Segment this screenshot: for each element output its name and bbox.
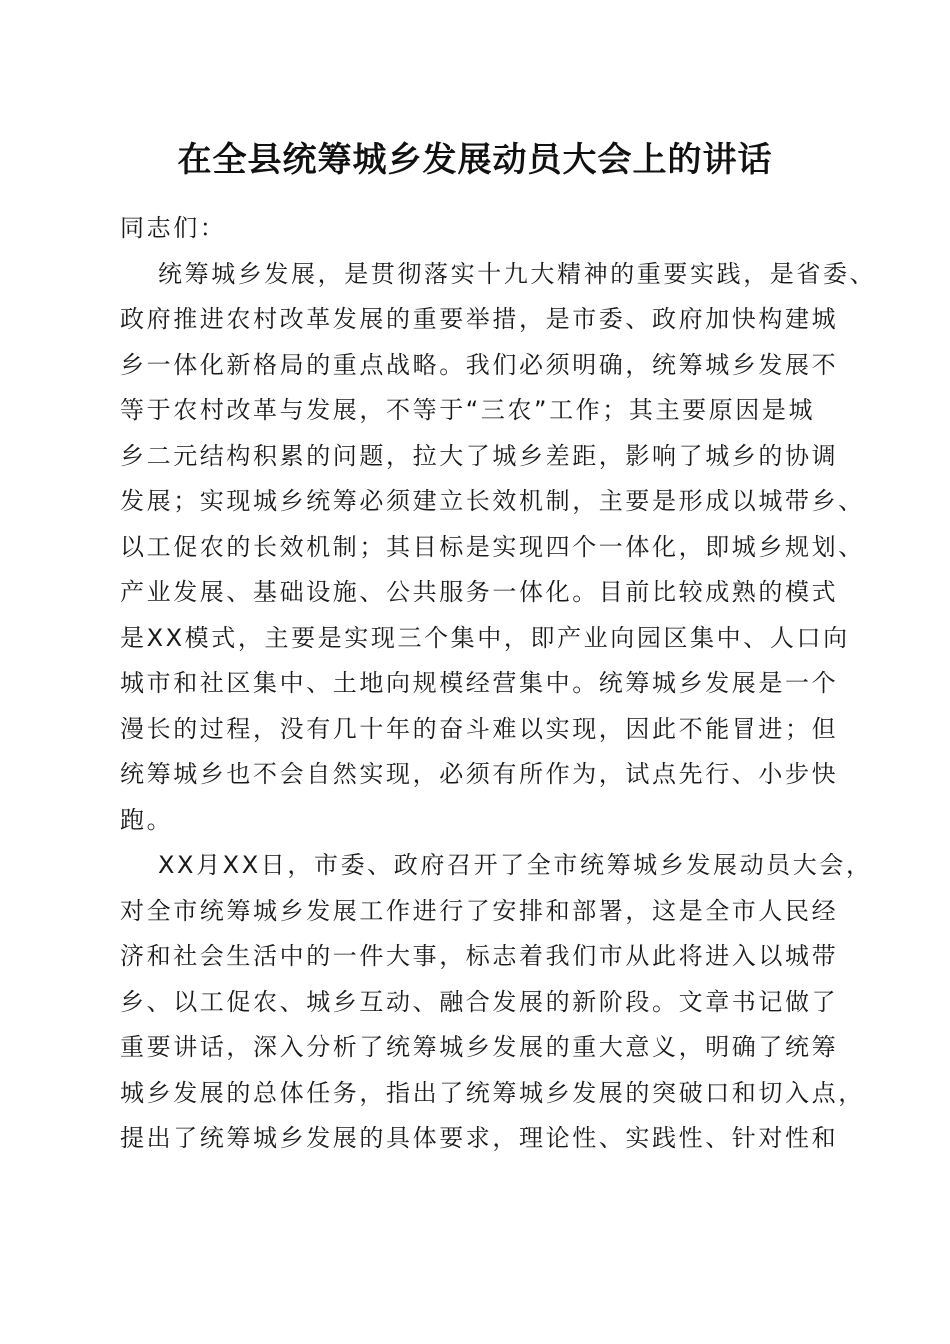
paragraph-line: 等于农村改革与发展，不等于“三农”工作；其主要原因是城 (120, 396, 816, 424)
document-body (120, 206, 877, 1162)
paragraph-line: XX月XX日，市委、政府召开了全市统筹城乡发展动员大会， (158, 851, 873, 879)
salutation: 同志们： (120, 214, 227, 242)
paragraph-line: 统筹城乡也不会自然实现，必须有所作为，试点先行、小步快 (120, 760, 839, 788)
paragraph-line: 城乡发展的总体任务，指出了统筹城乡发展的突破口和切入点， (120, 1078, 865, 1107)
paragraph-line: 济和社会生活中的一件大事，标志着我们市从此将进入以城带 (120, 942, 839, 970)
paragraph-line: 对全市统筹城乡发展工作进行了安排和部署，这是全市人民经 (120, 896, 839, 925)
paragraph-line: 提出了统筹城乡发展的具体要求，理论性、实践性、针对性和 (120, 1124, 839, 1152)
paragraph-line: 乡一体化新格局的重点战略。我们必须明确，统筹城乡发展不 (120, 350, 839, 379)
paragraph-line: 乡二元结构积累的问题，拉大了城乡差距，影响了城乡的协调 (120, 441, 839, 470)
paragraph-line: 统筹城乡发展，是贯彻落实十九大精神的重要实践，是省委、 (158, 259, 877, 288)
paragraph-line: 乡、以工促农、城乡互动、融合发展的新阶段。文章书记做了 (120, 987, 839, 1016)
paragraph-line: 以工促农的长效机制；其目标是实现四个一体化，即城乡规划、 (120, 532, 865, 561)
paragraph-line: 政府推进农村改革发展的重要举措，是市委、政府加快构建城 (120, 305, 839, 333)
paragraph-line: 产业发展、基础设施、公共服务一体化。目前比较成熟的模式 (120, 578, 839, 606)
document-title: 在全县统筹城乡发展动员大会上的讲话 (177, 140, 773, 180)
paragraph-line: 漫长的过程，没有几十年的奋斗难以实现，因此不能冒进；但 (120, 714, 839, 743)
paragraph-line: 重要讲话，深入分析了统筹城乡发展的重大意义，明确了统筹 (120, 1033, 839, 1061)
paragraph-2 (120, 843, 873, 1162)
paragraph-line: 城市和社区集中、土地向规模经营集中。统筹城乡发展是一个 (120, 669, 839, 697)
paragraph-line: 发展；实现城乡统筹必须建立长效机制，主要是形成以城带乡、 (120, 487, 865, 515)
paragraph-line: 是XX模式，主要是实现三个集中，即产业向园区集中、人口向 (120, 623, 850, 652)
paragraph-1 (120, 252, 877, 844)
paragraph-line: 跑。 (120, 805, 174, 834)
